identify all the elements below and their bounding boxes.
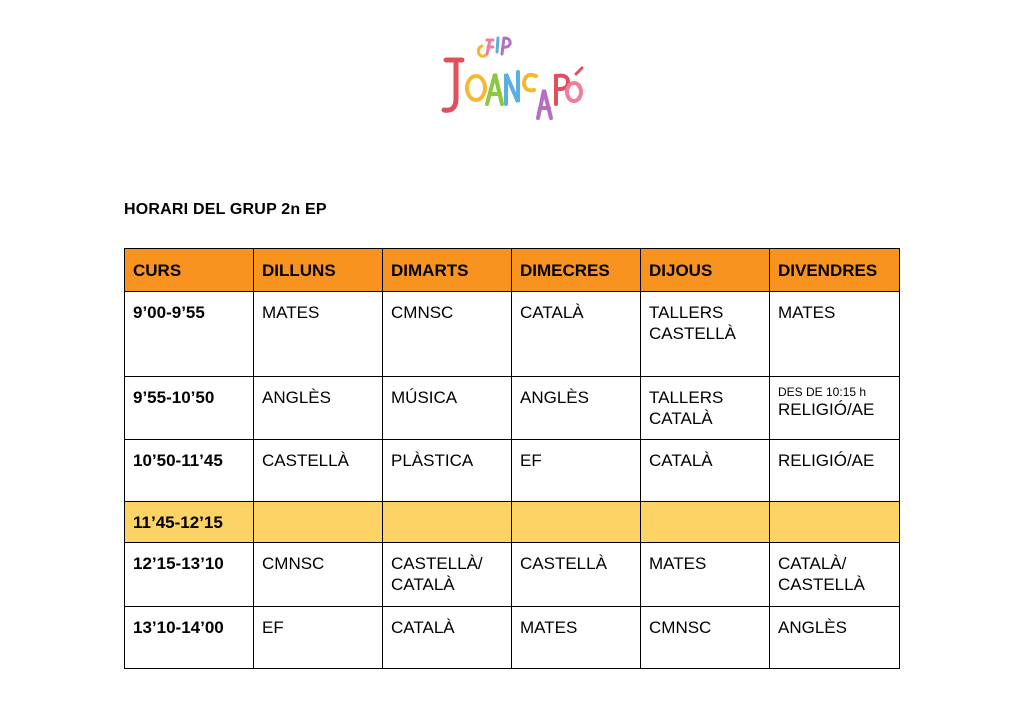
table-cell: TALLERS CASTELLÀ	[641, 292, 770, 377]
table-cell: PLÀSTICA	[383, 440, 512, 502]
time-slot: 10’50-11’45	[125, 440, 254, 502]
table-row	[125, 440, 900, 502]
table-row	[125, 607, 900, 669]
table-cell: CASTELLÀ	[512, 543, 641, 607]
time-slot: 13’10-14’00	[125, 607, 254, 669]
table-cell: RELIGIÓ/AE	[770, 440, 900, 502]
table-cell	[512, 502, 641, 543]
column-header-curs: CURS	[125, 249, 254, 292]
table-cell: TALLERS CATALÀ	[641, 377, 770, 440]
table-cell: MATES	[254, 292, 383, 377]
table-cell: ANGLÈS	[770, 607, 900, 669]
table-cell-friday	[770, 377, 900, 440]
table-cell: CASTELLÀ/ CATALÀ	[383, 543, 512, 607]
column-header-dimarts: DIMARTS	[383, 249, 512, 292]
table-cell: CASTELLÀ	[254, 440, 383, 502]
column-header-divendres: DIVENDRES	[770, 249, 900, 292]
time-slot: 9’55-10’50	[125, 377, 254, 440]
table-cell: EF	[254, 607, 383, 669]
table-cell: EF	[512, 440, 641, 502]
table-cell: ANGLÈS	[512, 377, 641, 440]
table-cell: MÚSICA	[383, 377, 512, 440]
table-cell: MATES	[641, 543, 770, 607]
table-cell: CATALÀ	[512, 292, 641, 377]
table-row	[125, 292, 900, 377]
table-cell: MATES	[770, 292, 900, 377]
table-cell: ANGLÈS	[254, 377, 383, 440]
schedule-table	[124, 248, 900, 669]
table-cell	[770, 502, 900, 543]
time-slot: 12’15-13’10	[125, 543, 254, 607]
table-cell: CMNSC	[383, 292, 512, 377]
table-cell: CATALÀ/ CASTELLÀ	[770, 543, 900, 607]
time-slot: 9’00-9’55	[125, 292, 254, 377]
column-header-dilluns: DILLUNS	[254, 249, 383, 292]
table-cell: MATES	[512, 607, 641, 669]
schedule-note: DES DE 10:15 h	[778, 385, 867, 399]
table-cell	[254, 502, 383, 543]
column-header-dimecres: DIMECRES	[512, 249, 641, 292]
table-cell: CATALÀ	[383, 607, 512, 669]
table-row	[125, 543, 900, 607]
cell-subject: RELIGIÓ/AE	[778, 400, 875, 419]
table-header-row	[125, 249, 900, 292]
time-slot: 11’45-12’15	[125, 502, 254, 543]
table-cell	[641, 502, 770, 543]
schedule-title: HORARI DEL GRUP 2n EP	[124, 201, 327, 218]
table-cell: CMNSC	[254, 543, 383, 607]
break-row	[125, 502, 900, 543]
school-logo	[438, 34, 588, 124]
table-cell: CATALÀ	[641, 440, 770, 502]
table-cell: CMNSC	[641, 607, 770, 669]
table-row	[125, 377, 900, 440]
table-cell	[383, 502, 512, 543]
column-header-dijous: DIJOUS	[641, 249, 770, 292]
